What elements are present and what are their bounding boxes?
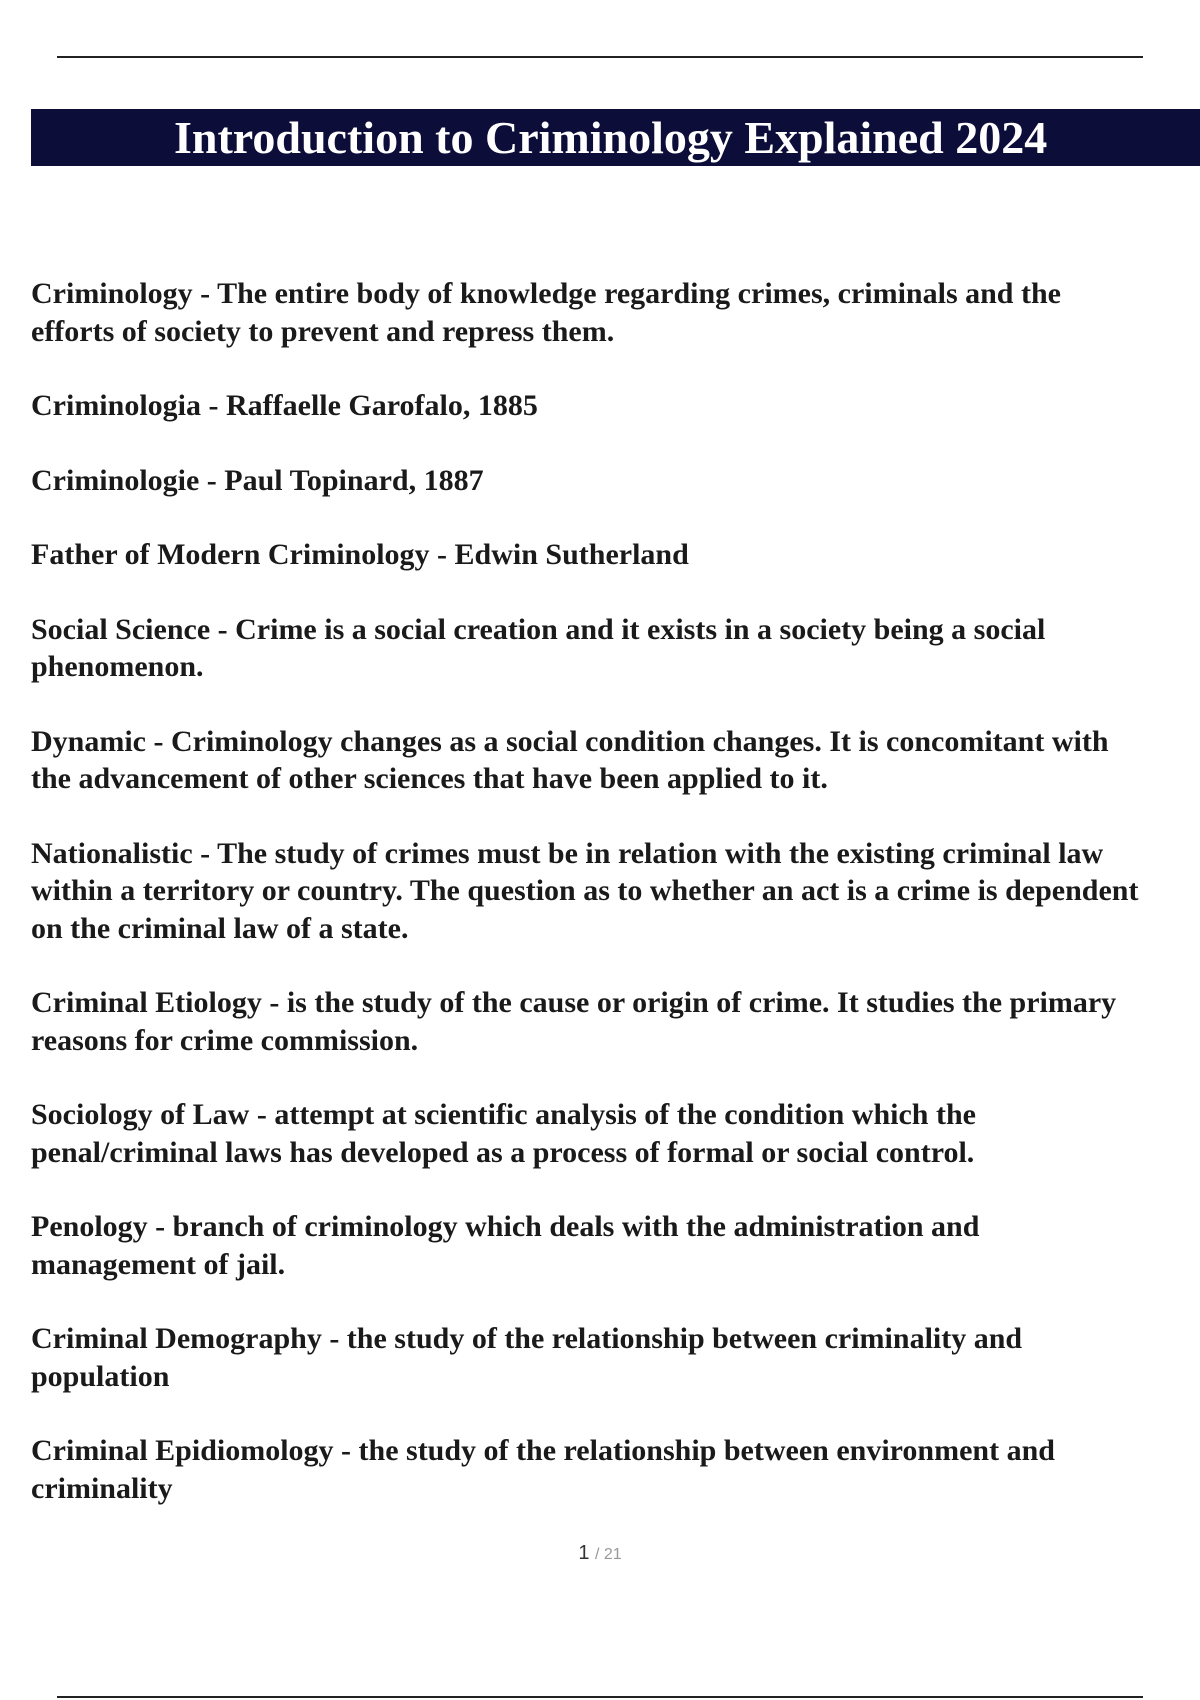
document-title: Introduction to Criminology Explained 2024 [174, 112, 1048, 163]
definition-line: Criminal Epidiomology - the study of the relationship between environment and [31, 1434, 1055, 1467]
definition-line: Criminologia - Raffaelle Garofalo, 1885 [31, 389, 538, 422]
definition-line: within a territory or country. The question as to whether an act is a crime is dependent [31, 874, 1139, 907]
definition-line: Criminal Demography - the study of the relationship between criminality and [31, 1322, 1023, 1355]
definition-line: Dynamic - Criminology changes as a social condition changes. It is concomitant with [31, 724, 1109, 758]
definition-line: phenomenon. [31, 650, 204, 683]
total-pages: / 21 [595, 1546, 622, 1563]
definition-entry [31, 1320, 1200, 1395]
definition-line: Criminal Etiology - is the study of the cause or origin of crime. It studies the primary [31, 986, 1117, 1019]
definition-line: Nationalistic - The study of crimes must be in relation with the existing criminal law [31, 836, 1104, 870]
definition-line: the advancement of other sciences that have been applied to it. [31, 762, 828, 795]
definition-line: on the criminal law of a state. [31, 911, 409, 945]
definition-entry [31, 984, 1200, 1059]
top-rule [57, 56, 1143, 58]
page-indicator [0, 1542, 1200, 1565]
definition-entry [31, 1432, 1200, 1507]
definition-line: Sociology of Law - attempt at scientific analysis of the condition which the [31, 1098, 976, 1131]
definition-entry [31, 387, 1200, 425]
title-banner [31, 109, 1200, 166]
definition-entry [31, 723, 1200, 798]
definition-entry [31, 462, 1200, 500]
bottom-rule [57, 1696, 1143, 1698]
definition-entry [31, 835, 1200, 948]
definition-line: Father of Modern Criminology - Edwin Sutherland [31, 538, 689, 571]
definition-line: Penology - branch of criminology which deals with the administration and [31, 1210, 980, 1243]
definition-line: management of jail. [31, 1247, 286, 1281]
current-page-number: 1 [578, 1542, 590, 1564]
definition-line: Criminologie - Paul Topinard, 1887 [31, 463, 484, 497]
definition-line: population [31, 1359, 170, 1393]
definition-entry [31, 1096, 1200, 1171]
definition-line: reasons for crime commission. [31, 1023, 419, 1057]
definition-entry [31, 1208, 1200, 1283]
definition-line: criminality [31, 1471, 173, 1505]
definition-list [31, 275, 1200, 1544]
definition-line: Criminology - The entire body of knowledge regarding crimes, criminals and the [31, 277, 1061, 310]
definition-entry [31, 536, 1200, 574]
definition-entry [31, 275, 1200, 350]
definition-line: penal/criminal laws has developed as a process of formal or social control. [31, 1135, 975, 1169]
definition-line: Social Science - Crime is a social creation and it exists in a society being a social [31, 612, 1046, 646]
definition-line: efforts of society to prevent and repress them. [31, 314, 615, 348]
definition-entry [31, 611, 1200, 686]
